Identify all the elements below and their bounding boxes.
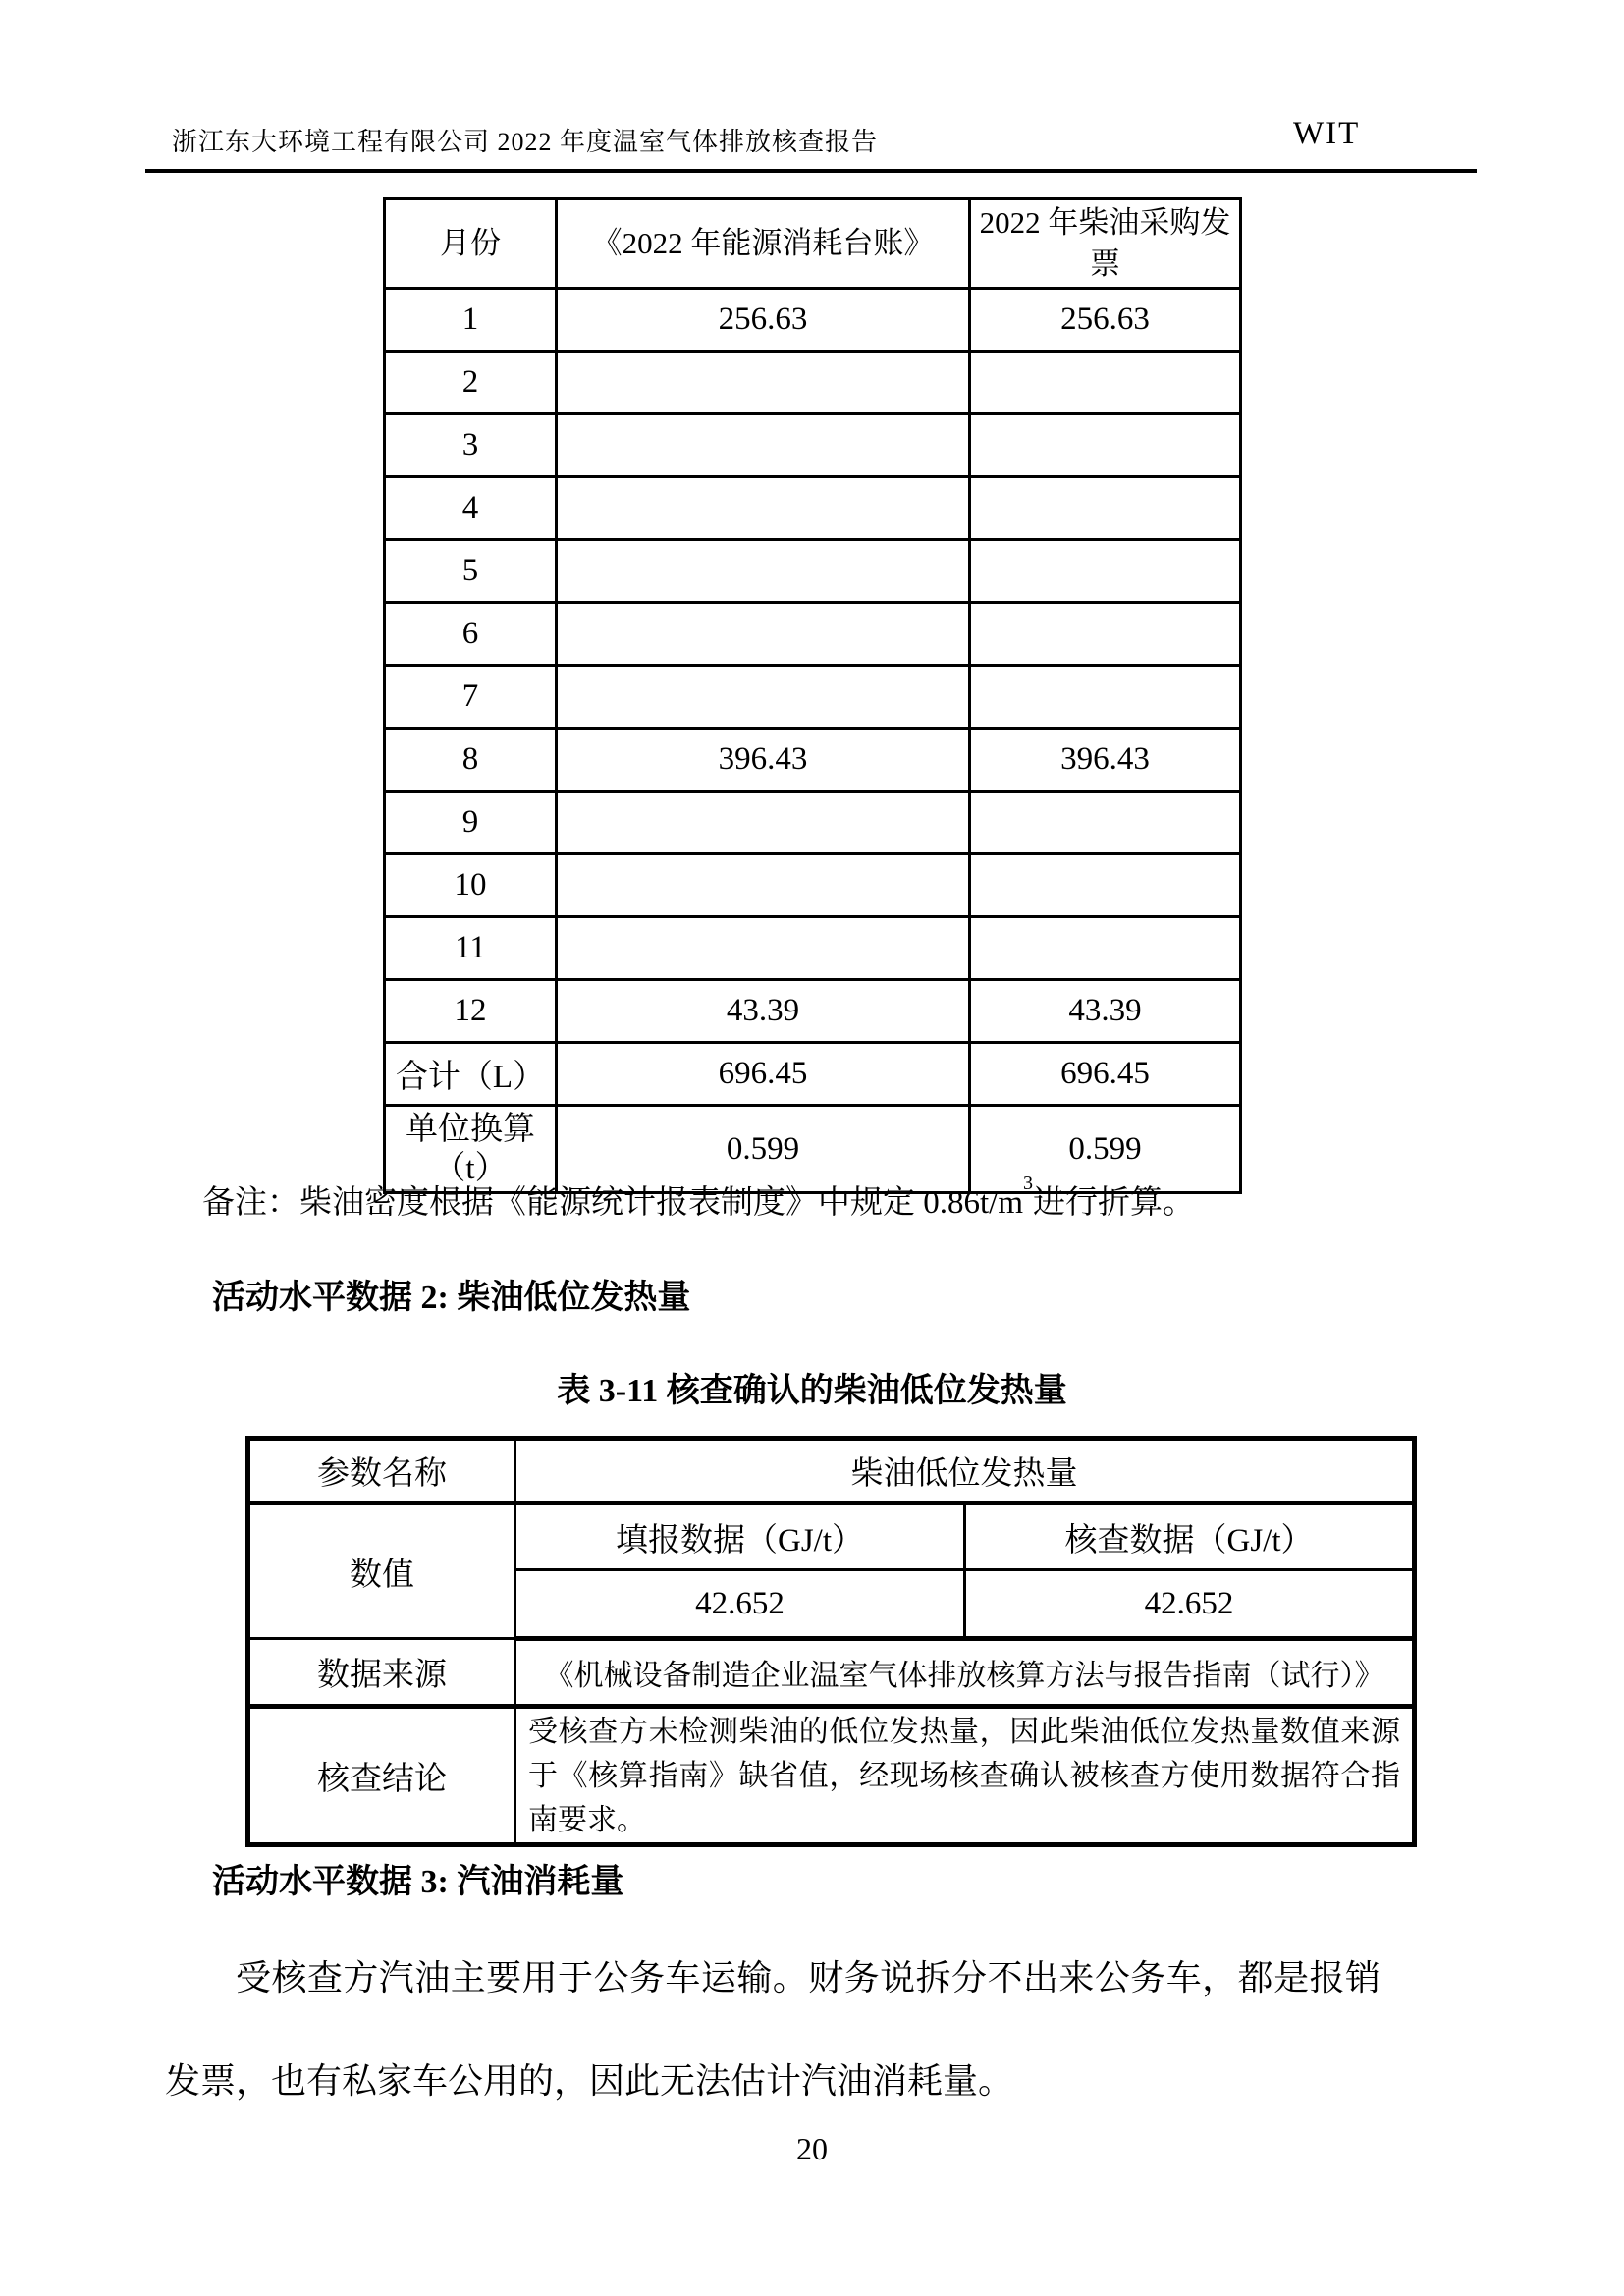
table-3-11-caption: 表 3-11 核查确认的柴油低位发热量 [557,1373,1067,1409]
total-row [385,1043,1241,1106]
table-cell: 0.599 [970,1106,1241,1193]
value-label-cell: 数值 [248,1503,515,1639]
table-cell: 0.599 [557,1106,970,1193]
verified-value-cell: 42.652 [965,1570,1415,1639]
table-cell [557,917,970,980]
reported-header-cell: 填报数据（GJ/t） [515,1503,965,1570]
data-source-row [248,1639,1415,1707]
table-row [385,414,1241,477]
param-name-row [248,1439,1415,1503]
note-superscript: 3 [1023,1173,1034,1194]
table-row [385,289,1241,352]
table-cell [970,603,1241,666]
body-paragraph: 受核查方汽油主要用于公务车运输。财务说拆分不出来公务车，都是报销发票，也有私家车公用的，因此无法估计汽油消耗量。 [165,1958,1380,2101]
table-row [385,352,1241,414]
section-heading-activity-data-3: 活动水平数据 3: 汽油消耗量 [212,1864,624,1900]
table-row [385,540,1241,603]
table-cell [557,477,970,540]
value-header-row [248,1503,1415,1570]
table-row [385,980,1241,1043]
table-row [385,917,1241,980]
table-row [385,792,1241,854]
table-row [385,666,1241,729]
column-header: 《2022 年能源消耗台账》 [557,199,970,289]
table-cell: 696.45 [970,1043,1241,1106]
table-cell: 43.39 [970,980,1241,1043]
param-label-cell: 参数名称 [248,1439,515,1503]
table-cell [557,666,970,729]
source-label-cell: 数据来源 [248,1639,515,1707]
table-cell: 2 [385,352,557,414]
reported-value-cell: 42.652 [515,1570,965,1639]
table-cell: 1 [385,289,557,352]
table-cell: 合计（L） [385,1043,557,1106]
table-cell: 5 [385,540,557,603]
table-cell: 7 [385,666,557,729]
table-cell [970,414,1241,477]
table-row [385,854,1241,917]
table-cell: 256.63 [970,289,1241,352]
table-cell [557,854,970,917]
table-cell: 6 [385,603,557,666]
table-cell [557,603,970,666]
running-header-title: 浙江东大环境工程有限公司 2022 年度温室气体排放核查报告 [172,128,879,156]
table-row [385,477,1241,540]
table-cell: 3 [385,414,557,477]
table-row [385,729,1241,792]
page-number: 20 [796,2131,828,2166]
table-cell: 696.45 [557,1043,970,1106]
table-cell [557,414,970,477]
note-text: 备注：柴油密度根据《能源统计报表制度》中规定 0.86t/m [202,1185,1024,1221]
table-cell [970,666,1241,729]
section-heading-activity-data-2: 活动水平数据 2: 柴油低位发热量 [212,1280,691,1316]
table-header-row [385,199,1241,289]
source-value-cell: 《机械设备制造企业温室气体排放核算方法与报告指南（试行）》 [515,1639,1415,1707]
column-header: 月份 [385,199,557,289]
header-divider [145,169,1477,173]
conclusion-value-cell: 受核查方未检测柴油的低位发热量，因此柴油低位发热量数值来源于《核算指南》缺省值，经现场核查确认被核查方使用数据符合指南要求。 [515,1707,1415,1845]
table-cell: 396.43 [970,729,1241,792]
table-cell [557,540,970,603]
table-cell: 11 [385,917,557,980]
table-cell [557,352,970,414]
conclusion-label-cell: 核查结论 [248,1707,515,1845]
table-cell [970,352,1241,414]
column-header: 2022 年柴油采购发票 [970,199,1241,289]
diesel-monthly-table [383,197,1242,1194]
diesel-lhv-table [245,1436,1417,1847]
running-header-mark: WIT [1293,116,1361,151]
table-cell: 396.43 [557,729,970,792]
verified-header-cell: 核查数据（GJ/t） [965,1503,1415,1570]
table-cell: 10 [385,854,557,917]
table-cell [970,540,1241,603]
table-cell [970,792,1241,854]
table-cell: 4 [385,477,557,540]
table-cell: 9 [385,792,557,854]
note-text-end: 进行折算。 [1033,1185,1196,1221]
table-cell: 单位换算（t） [385,1106,557,1193]
table-cell: 12 [385,980,557,1043]
table-cell: 43.39 [557,980,970,1043]
table-cell: 256.63 [557,289,970,352]
table-row [385,603,1241,666]
table-cell [970,917,1241,980]
table-note [202,1173,1196,1223]
conclusion-row [248,1707,1415,1845]
table-cell [557,792,970,854]
table-cell: 8 [385,729,557,792]
param-value-cell: 柴油低位发热量 [515,1439,1415,1503]
table-cell [970,477,1241,540]
table-cell [970,854,1241,917]
